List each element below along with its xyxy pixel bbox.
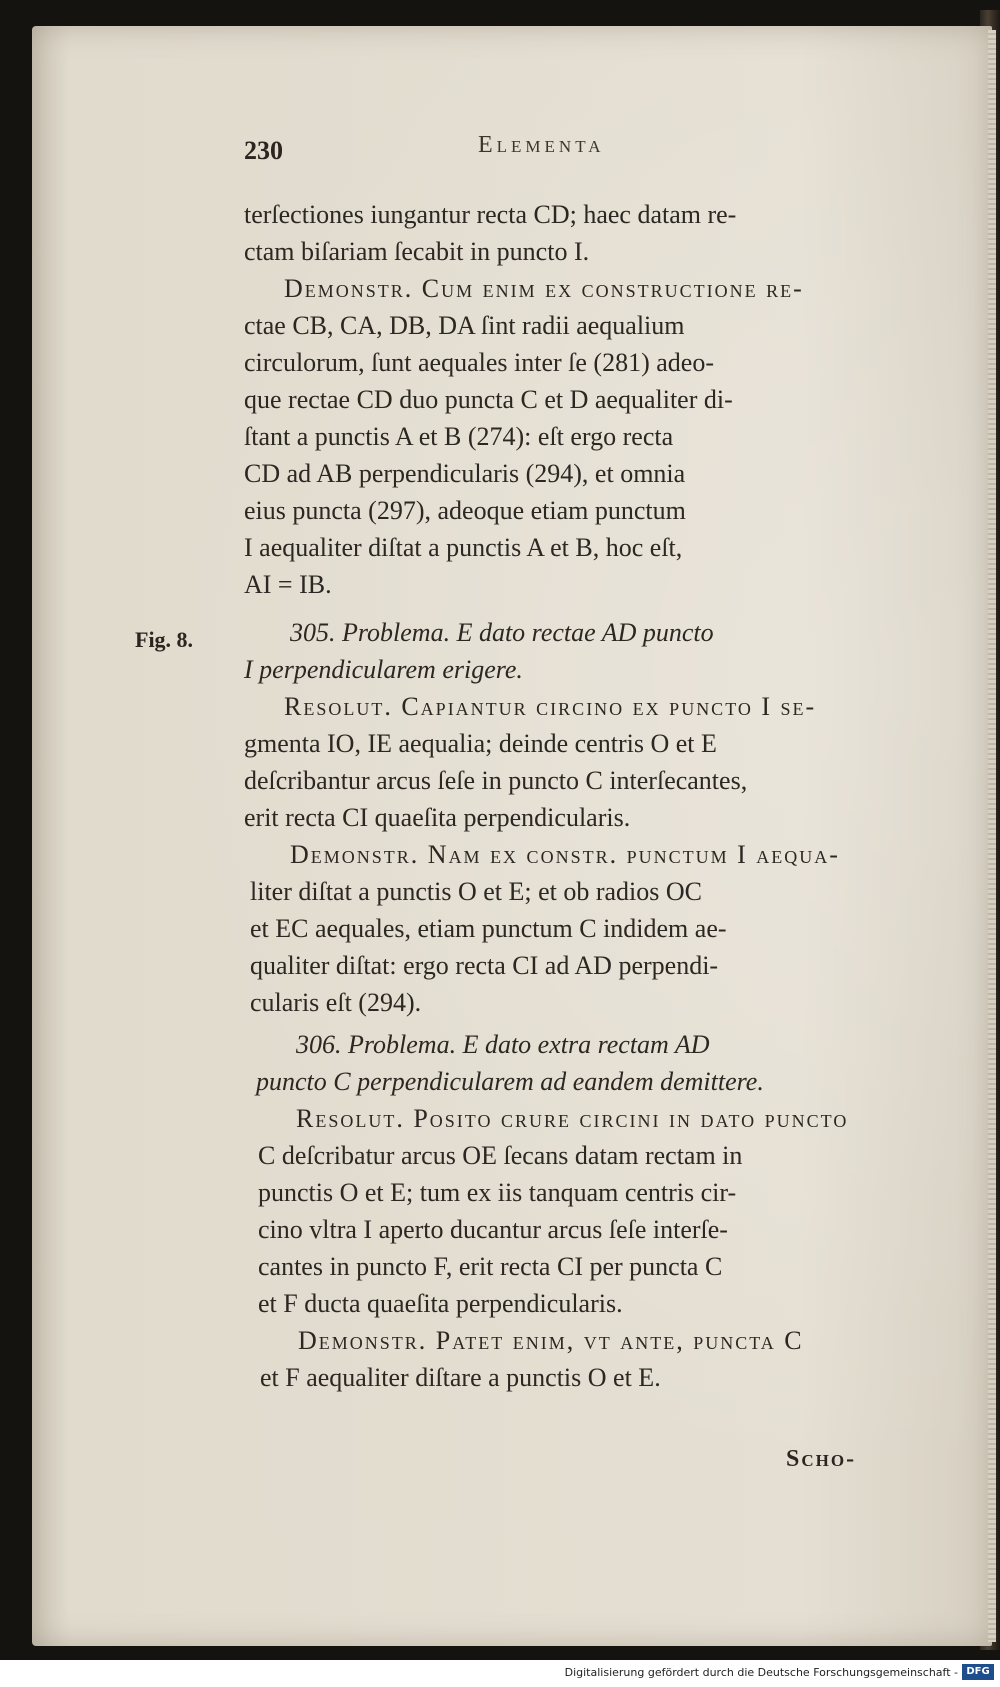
figure-reference: Fig. 8.	[135, 627, 194, 652]
text-line: CD ad AB perpendicularis (294), et omnia	[244, 459, 686, 488]
page-edge	[988, 30, 996, 1642]
page-number: 230	[244, 136, 283, 165]
text-line: I perpendicularem erigere.	[244, 655, 523, 684]
text-line: et F ducta quaeſita perpendicularis.	[258, 1289, 623, 1318]
text-line: Demonstr. Cum enim ex conſtructione re-	[284, 274, 804, 303]
text-line: et EC aequales, etiam punctum C indidem ae-	[250, 914, 727, 943]
text-line: que rectae CD duo puncta C et D aequaliter di-	[244, 385, 733, 414]
text-line: et F aequaliter diſtare a punctis O et E.	[260, 1363, 661, 1392]
text-line: ctae CB, CA, DB, DA ſint radii aequalium	[244, 311, 685, 340]
text-line: erit recta CI quaeſita perpendicularis.	[244, 803, 631, 832]
text-line: cantes in puncto F, erit recta CI per puncta C	[258, 1252, 723, 1281]
text-line: qualiter diſtat: ergo recta CI ad AD perpendi-	[250, 951, 719, 980]
text-line: I aequaliter diſtat a punctis A et B, hoc eſt,	[244, 533, 683, 562]
text-line: eius puncta (297), adeoque etiam punctum	[244, 496, 686, 525]
text-line: ſtant a punctis A et B (274): eſt ergo recta	[244, 422, 674, 451]
text-line: Demonstr. Nam ex conſtr. punctum I aequa-	[290, 840, 840, 869]
text-line: AI = IB.	[244, 570, 332, 599]
text-line: cino vltra I aperto ducantur arcus ſeſe interſe-	[258, 1215, 728, 1244]
running-title: Elementa	[478, 132, 605, 158]
footer-bar	[0, 1660, 1000, 1687]
text-line: Demonstr. Patet enim, vt ante, puncta C	[298, 1326, 804, 1355]
text-line: circulorum, ſunt aequales inter ſe (281) adeo-	[244, 348, 714, 377]
text-line: deſcribantur arcus ſeſe in puncto C interſecantes,	[244, 766, 748, 795]
section-heading-306: 306. Problema. E dato extra rectam AD	[296, 1030, 710, 1059]
text-line: C deſcribatur arcus OE ſecans datam rectam in	[258, 1141, 743, 1170]
text-line: punctis O et E; tum ex iis tanquam centris cir-	[258, 1178, 737, 1207]
text-line: Resolut. Poſito crure circini in dato puncto	[296, 1104, 849, 1133]
text-line: terſectiones iungantur recta CD; haec datam re-	[244, 200, 737, 229]
footer-credit: Digitalisierung gefördert durch die Deutsche Forschungsgemeinschaft -	[564, 1666, 958, 1679]
dfg-logo: DFG	[962, 1664, 994, 1680]
book-page	[32, 26, 992, 1646]
text-line: cularis eſt (294).	[250, 988, 422, 1017]
section-heading-305: 305. Problema. E dato rectae AD puncto	[290, 618, 714, 647]
text-line: liter diſtat a punctis O et E; et ob radios OC	[250, 877, 703, 906]
text-line: Resolut. Capiantur circino ex puncto I ſe-	[284, 692, 817, 721]
text-line: gmenta IO, IE aequalia; deinde centris O et E	[244, 729, 717, 758]
text-line: puncto C perpendicularem ad eandem demittere.	[256, 1067, 764, 1096]
text-line: ctam biſariam ſecabit in puncto I.	[244, 237, 590, 266]
catchword: Scho-	[786, 1446, 857, 1472]
